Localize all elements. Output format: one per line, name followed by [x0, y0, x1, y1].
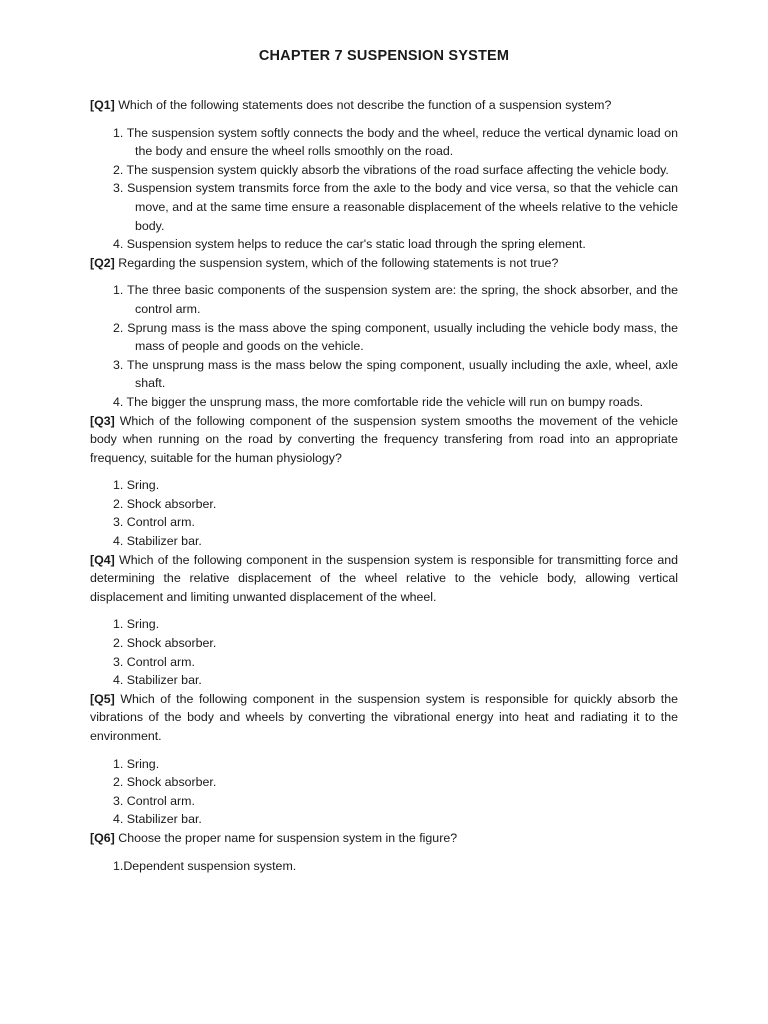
question-body: Choose the proper name for suspension system in the figure?: [114, 830, 458, 845]
question-block-q6: [90, 829, 678, 875]
question-body: Which of the following statements does not describe the function of a suspension system?: [114, 98, 612, 112]
question-id: [Q6]: [90, 830, 115, 845]
option-item: 4. Stabilizer bar.: [113, 673, 202, 688]
chapter-title: CHAPTER 7 SUSPENSION SYSTEM: [258, 48, 510, 64]
question-body: Which of the following component in the suspension system is responsible for transmitting force and determining the relative displacement of the wheel relative to the vehicle body, allowing vertical displacement and limiting unwanted displacement of the wheel.: [90, 552, 678, 604]
question-text: [90, 690, 678, 746]
option-item: 2. Shock absorber.: [113, 496, 217, 511]
question-body: Regarding the suspension system, which of the following statements is not true?: [114, 255, 559, 270]
option-item: 3. Control arm.: [113, 793, 195, 808]
option-item: 4. Stabilizer bar.: [113, 812, 202, 827]
question-id: [Q4]: [90, 552, 115, 567]
option-item: 1. Sring.: [113, 478, 160, 493]
question-block-q3: [90, 412, 678, 551]
question-text: [90, 551, 678, 607]
question-block-q4: [90, 551, 678, 690]
option-item: 4. Suspension system helps to reduce the car's static load through the spring element.: [113, 237, 586, 252]
option-list: [90, 857, 678, 876]
question-text: [90, 254, 678, 273]
option-item: 1. Sring.: [113, 617, 160, 632]
option-item: 3. Control arm.: [113, 515, 195, 530]
option-item: 3. The unsprung mass is the mass below the sping component, usually including the axle, wheel, axle shaft.: [113, 357, 678, 391]
question-id: [Q3]: [90, 413, 115, 428]
option-item: 1. The three basic components of the suspension system are: the spring, the shock absorber, and the control arm.: [113, 283, 678, 316]
question-block-q1: [90, 96, 678, 254]
question-block-q2: [90, 254, 678, 412]
question-text: [90, 412, 678, 468]
option-item: 2. Shock absorber.: [113, 775, 217, 790]
question-id: [Q2]: [90, 255, 115, 270]
question-id: [Q1]: [90, 98, 115, 112]
option-item: 4. Stabilizer bar.: [113, 534, 202, 549]
question-text: [90, 96, 678, 115]
option-item: 2. Shock absorber.: [113, 636, 217, 651]
option-list: [90, 476, 678, 550]
question-body: Which of the following component of the suspension system smooths the movement of the vehicle body when running on the road by converting the frequency transfering from road into an appropriate frequency, suitable for the human physiology?: [90, 413, 678, 465]
option-item: 3. Suspension system transmits force from the axle to the body and vice versa, so that the vehicle can move, and at the same time ensure a reasonable displacement of the wheels relative to the vehicle body.: [113, 181, 678, 233]
question-body: Which of the following component in the suspension system is responsible for quickly absorb the vibrations of the body and wheels by converting the vibrational energy into heat and radiating it to the environment.: [90, 691, 678, 743]
question-id: [Q5]: [90, 691, 115, 706]
option-list: [90, 755, 678, 829]
option-item: 1. The suspension system softly connects the body and the wheel, reduce the vertical dynamic load on the body and ensure the wheel rolls smoothly on the road.: [113, 125, 678, 159]
question-block-q5: [90, 690, 678, 829]
option-item: 2. Sprung mass is the mass above the sping component, usually including the vehicle body mass, the mass of people and goods on the vehicle.: [113, 320, 678, 354]
option-item: 4. The bigger the unsprung mass, the more comfortable ride the vehicle will run on bumpy roads.: [113, 394, 644, 409]
option-list: [90, 124, 678, 254]
question-text: [90, 829, 678, 848]
option-item: 1.Dependent suspension system.: [113, 858, 297, 873]
option-item: 3. Control arm.: [113, 654, 195, 669]
option-list: [90, 615, 678, 689]
option-item: 1. Sring.: [113, 756, 160, 771]
option-item: 2. The suspension system quickly absorb the vibrations of the road surface affecting the vehicle body.: [113, 162, 669, 177]
option-list: [90, 281, 678, 411]
